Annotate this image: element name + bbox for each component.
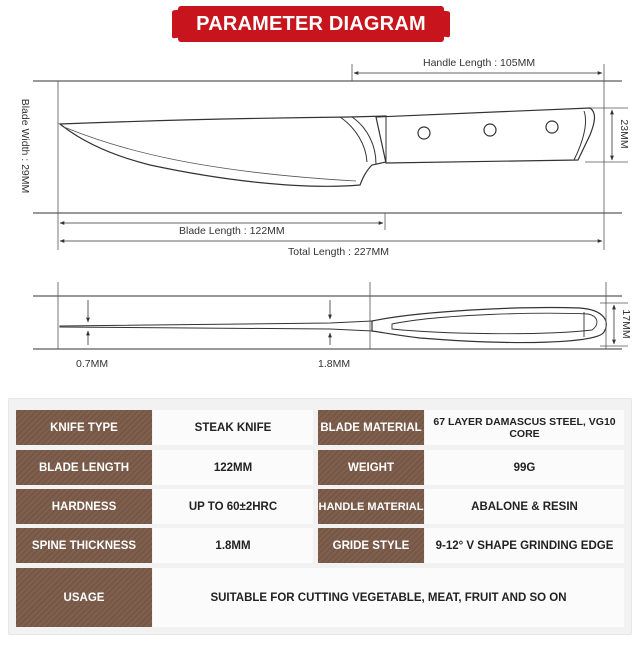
total-length-label: Total Length : 227MM (288, 246, 389, 258)
spec-label-blade-length: BLADE LENGTH (16, 450, 152, 485)
spec-value-hardness: UP TO 60±2HRC (153, 489, 313, 524)
spine-view-blade (60, 321, 372, 331)
tip-thickness-label: 0.7MM (76, 358, 109, 370)
spec-value-blade-length: 122MM (153, 450, 313, 485)
spec-label-handle-material: HANDLE MATERIAL (318, 489, 424, 524)
spec-label-blade-material: BLADE MATERIAL (318, 410, 424, 445)
handle-outline (376, 108, 595, 163)
spec-label-weight: WEIGHT (318, 450, 424, 485)
spec-value-spine-thickness: 1.8MM (153, 528, 313, 563)
spec-label-spine-thickness: SPINE THICKNESS (16, 528, 152, 563)
spec-value-gride-style: 9-12° V SHAPE GRINDING EDGE (425, 528, 624, 563)
spine-view-handle (372, 308, 606, 343)
rivet-1 (418, 127, 430, 139)
spec-value-handle-material: ABALONE & RESIN (425, 489, 624, 524)
spec-value-weight: 99G (425, 450, 624, 485)
blade-outline (60, 116, 386, 186)
spec-value-usage: SUITABLE FOR CUTTING VEGETABLE, MEAT, FRUIT AND SO ON (153, 568, 624, 627)
spec-value-knife-type: STEAK KNIFE (153, 410, 313, 445)
rivet-3 (546, 121, 558, 133)
handle-length-label: Handle Length : 105MM (423, 57, 536, 69)
blade-length-label: Blade Length : 122MM (179, 225, 285, 237)
rivet-2 (484, 124, 496, 136)
spec-label-knife-type: KNIFE TYPE (16, 410, 152, 445)
handle-height-label: 23MM (618, 119, 630, 149)
blade-width-label: Blade Width : 29MM (19, 98, 31, 194)
page-title: PARAMETER DIAGRAM (196, 12, 426, 35)
spec-label-usage: USAGE (16, 568, 152, 627)
spec-table (8, 398, 632, 635)
spec-label-gride-style: GRIDE STYLE (318, 528, 424, 563)
handle-thickness-label: 17MM (620, 309, 632, 339)
spine-thickness-label: 1.8MM (318, 358, 351, 370)
spec-value-blade-material: 67 LAYER DAMASCUS STEEL, VG10 CORE (425, 410, 624, 445)
spec-label-hardness: HARDNESS (16, 489, 152, 524)
